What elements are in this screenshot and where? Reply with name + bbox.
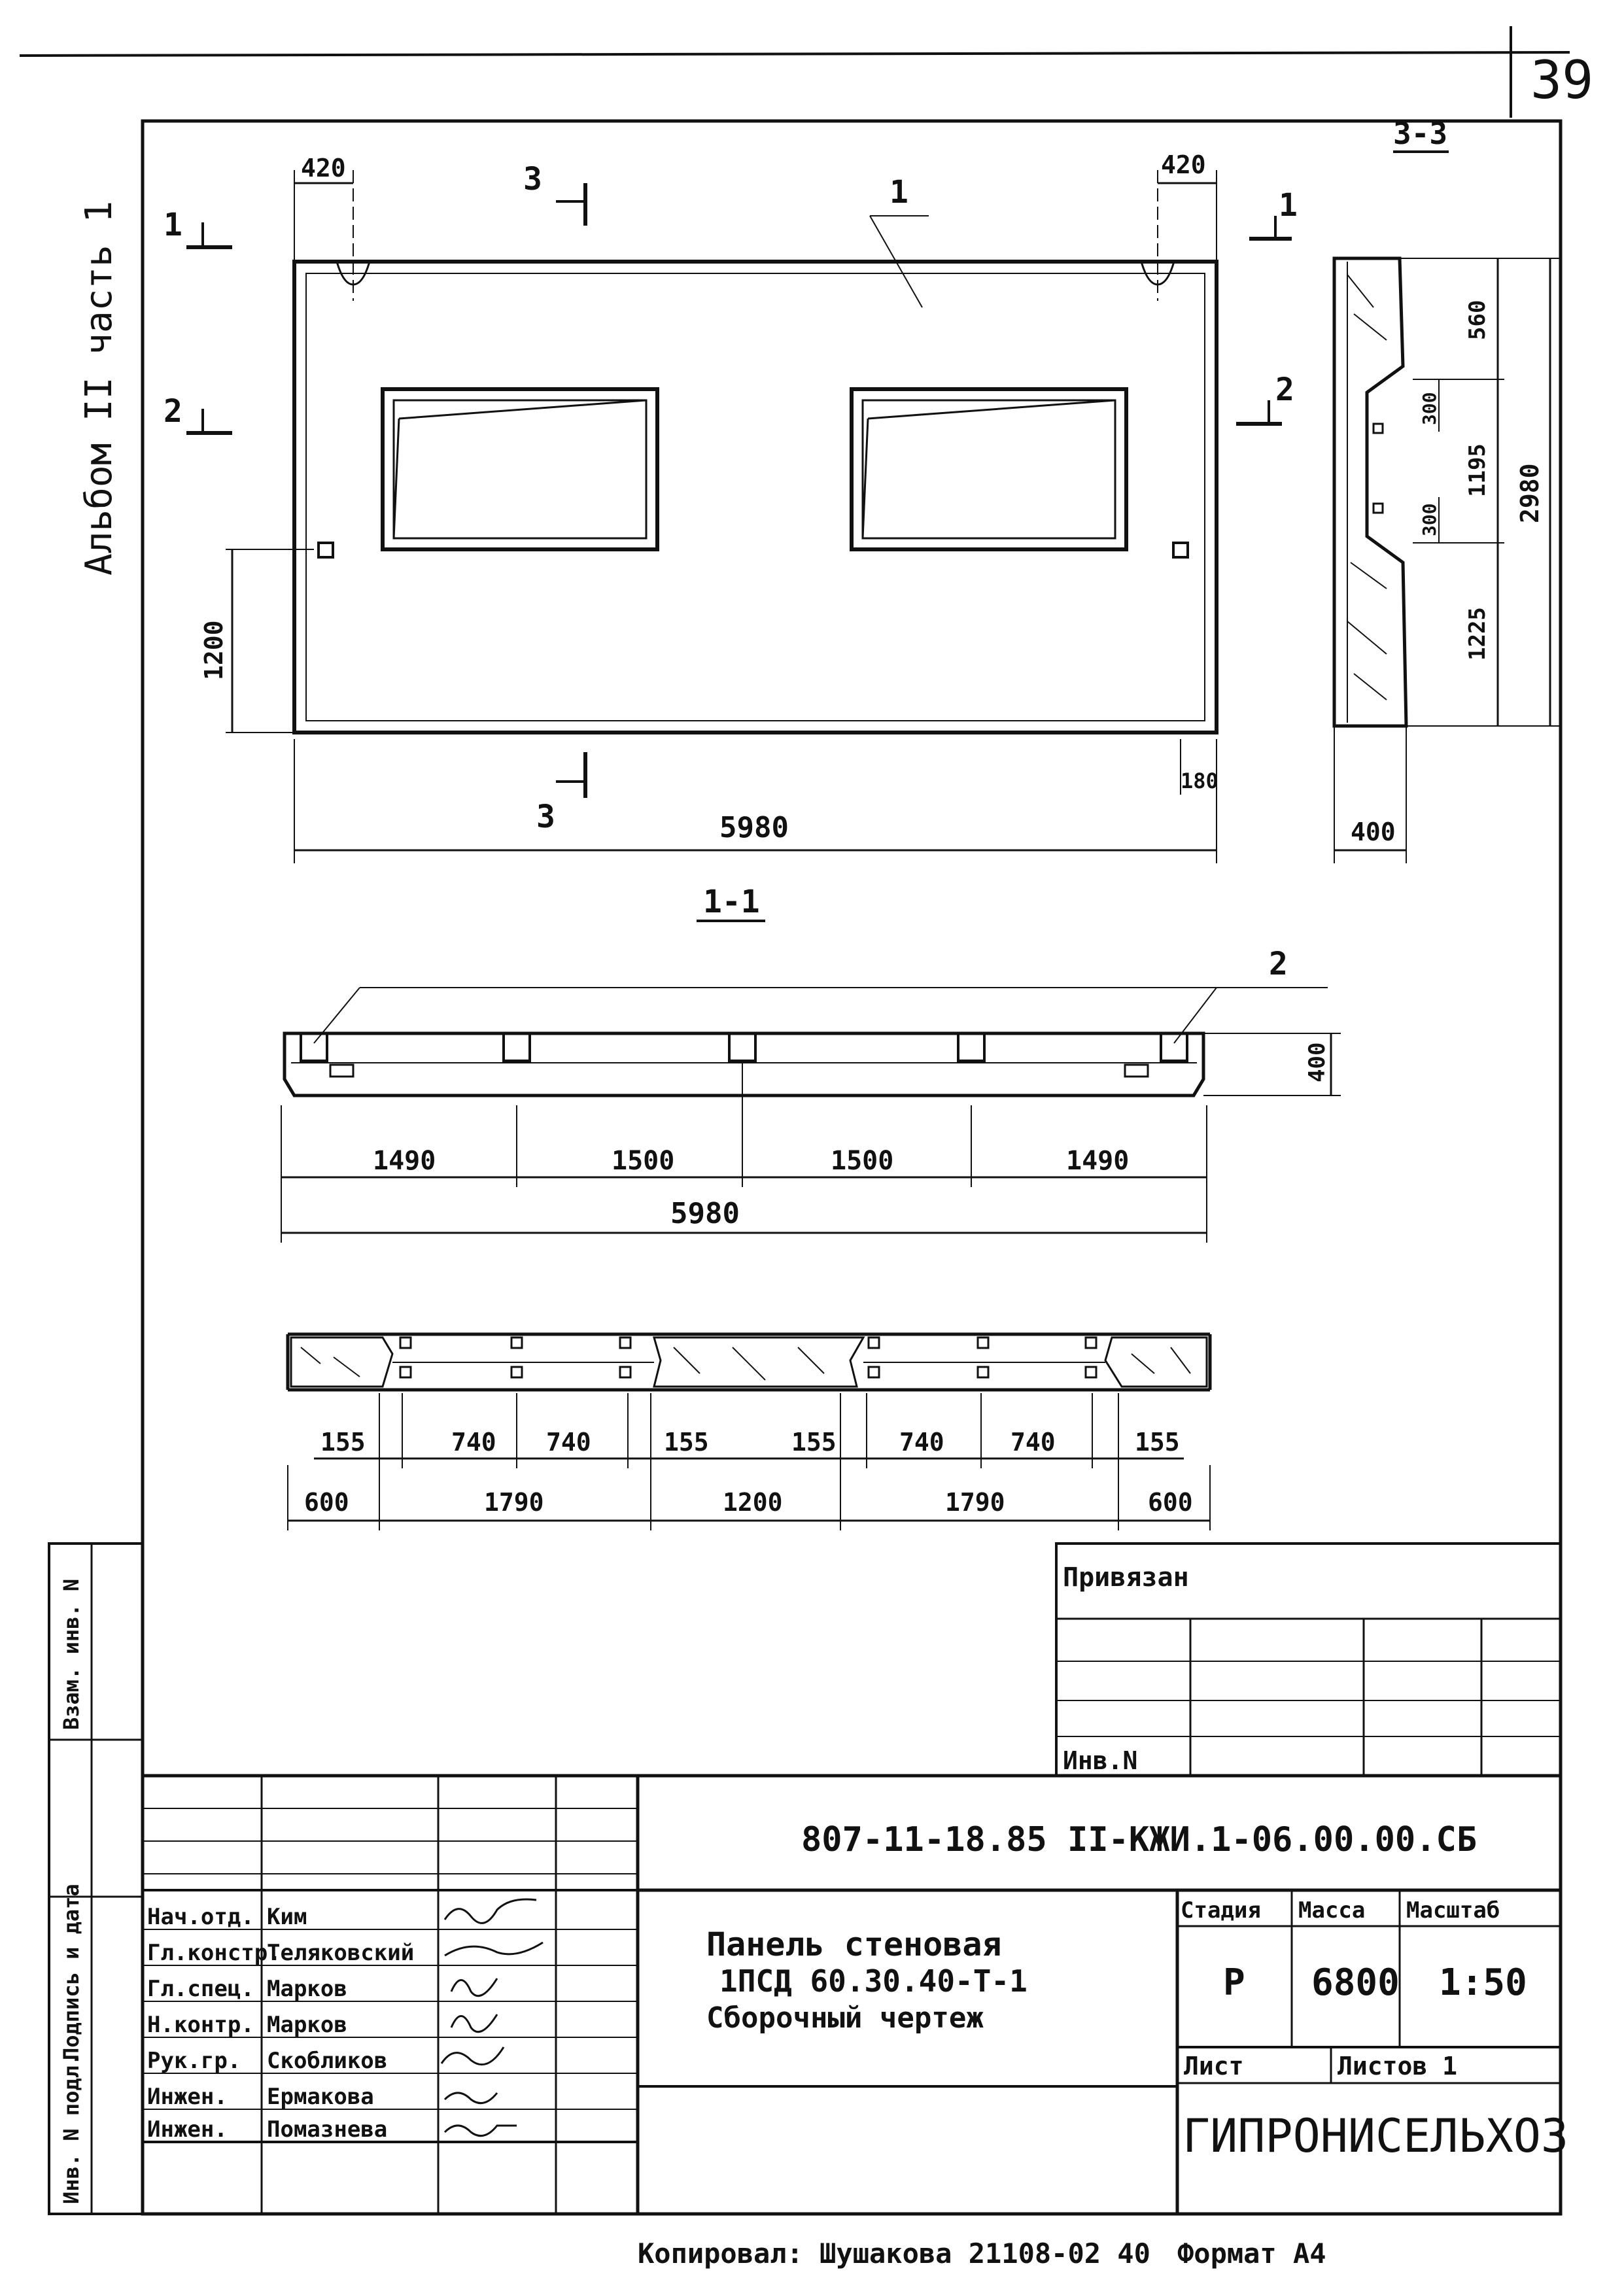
svg-text:1200: 1200 bbox=[723, 1488, 783, 1517]
svg-text:300: 300 bbox=[1419, 503, 1440, 536]
svg-text:1ПСД 60.30.40-Т-1: 1ПСД 60.30.40-Т-1 bbox=[719, 1963, 1028, 1999]
svg-text:1500: 1500 bbox=[831, 1146, 894, 1176]
svg-text:1: 1 bbox=[1279, 187, 1298, 224]
window-left bbox=[383, 389, 657, 549]
svg-text:155: 155 bbox=[791, 1428, 837, 1457]
svg-text:1: 1 bbox=[890, 174, 908, 211]
svg-text:3: 3 bbox=[523, 161, 542, 198]
svg-text:740: 740 bbox=[899, 1428, 944, 1457]
svg-text:Масса: Масса bbox=[1298, 1897, 1366, 1924]
svg-text:Ким: Ким bbox=[267, 1904, 307, 1930]
svg-text:Привязан: Привязан bbox=[1063, 1562, 1189, 1593]
svg-text:300: 300 bbox=[1419, 392, 1440, 425]
section-3-3 bbox=[1334, 116, 1560, 863]
svg-text:2: 2 bbox=[164, 393, 182, 430]
svg-text:1790: 1790 bbox=[484, 1488, 544, 1517]
svg-text:Марков: Марков bbox=[267, 2012, 347, 2038]
svg-text:Стадия: Стадия bbox=[1181, 1897, 1261, 1924]
svg-text:2: 2 bbox=[1269, 946, 1288, 982]
svg-text:Инжен.: Инжен. bbox=[147, 2084, 228, 2110]
document-code: 807-11-18.85 II-КЖИ.1-06.00.00.СБ bbox=[801, 1820, 1477, 1859]
svg-text:Панель стеновая: Панель стеновая bbox=[706, 1925, 1002, 1963]
svg-text:Ермакова: Ермакова bbox=[267, 2084, 374, 2110]
svg-text:Масштаб: Масштаб bbox=[1406, 1897, 1500, 1924]
svg-text:Инв.N: Инв.N bbox=[1063, 1746, 1138, 1775]
svg-text:420: 420 bbox=[1161, 150, 1206, 179]
svg-text:Рук.гр.: Рук.гр. bbox=[147, 2048, 241, 2074]
svg-text:Подпись и дата: Подпись и дата bbox=[59, 1884, 84, 2060]
svg-text:180: 180 bbox=[1181, 768, 1218, 793]
section-2-2 bbox=[288, 1334, 1210, 1530]
svg-text:740: 740 bbox=[546, 1428, 591, 1457]
svg-text:420: 420 bbox=[301, 154, 346, 182]
svg-text:Взам. инв. N: Взам. инв. N bbox=[59, 1578, 84, 1730]
svg-text:Листов 1: Листов 1 bbox=[1338, 2052, 1458, 2080]
section-3-3-title: 3-3 bbox=[1393, 116, 1448, 151]
window-right bbox=[852, 389, 1126, 549]
format-label: Формат А4 bbox=[1177, 2237, 1326, 2269]
svg-text:155: 155 bbox=[664, 1428, 709, 1457]
svg-text:740: 740 bbox=[1011, 1428, 1056, 1457]
svg-text:400: 400 bbox=[1304, 1042, 1330, 1082]
svg-text:Инжен.: Инжен. bbox=[147, 2116, 228, 2143]
svg-text:Нач.отд.: Нач.отд. bbox=[147, 1904, 254, 1930]
svg-text:1195: 1195 bbox=[1464, 443, 1491, 497]
svg-text:1490: 1490 bbox=[373, 1146, 436, 1176]
svg-text:1500: 1500 bbox=[612, 1146, 675, 1176]
title-block bbox=[143, 1776, 1568, 2214]
svg-text:1225: 1225 bbox=[1464, 607, 1491, 661]
svg-text:Гл.констр.: Гл.констр. bbox=[147, 1940, 281, 1966]
svg-text:400: 400 bbox=[1351, 818, 1396, 846]
svg-text:2: 2 bbox=[1275, 371, 1294, 408]
svg-text:155: 155 bbox=[320, 1428, 366, 1457]
svg-text:740: 740 bbox=[451, 1428, 496, 1457]
copied-by: Копировал: Шушакова 21108-02 40 bbox=[638, 2237, 1150, 2269]
organization: ГИПРОНИСЕЛЬХОЗ bbox=[1183, 2109, 1569, 2163]
svg-text:1:50: 1:50 bbox=[1439, 1961, 1527, 2004]
panel-elevation bbox=[164, 150, 1298, 863]
section-1-1 bbox=[281, 884, 1341, 1243]
svg-text:600: 600 bbox=[304, 1488, 349, 1517]
svg-text:Помазнева: Помазнева bbox=[267, 2116, 388, 2143]
svg-text:5980: 5980 bbox=[670, 1197, 740, 1230]
svg-text:Сборочный чертеж: Сборочный чертеж bbox=[706, 2001, 984, 2035]
svg-text:155: 155 bbox=[1135, 1428, 1180, 1457]
signature-marks bbox=[441, 1899, 543, 2136]
side-stamp bbox=[49, 1544, 143, 2214]
section-1-1-title: 1-1 bbox=[703, 884, 760, 920]
svg-text:5980: 5980 bbox=[719, 811, 789, 844]
svg-text:600: 600 bbox=[1148, 1488, 1193, 1517]
svg-text:Р: Р bbox=[1223, 1961, 1245, 2004]
svg-text:2980: 2980 bbox=[1515, 463, 1544, 523]
svg-text:Гл.спец.: Гл.спец. bbox=[147, 1976, 254, 2002]
svg-text:6800: 6800 bbox=[1311, 1961, 1400, 2004]
binding-block bbox=[1056, 1544, 1561, 1776]
album-label: Альбом II часть 1 bbox=[78, 200, 120, 576]
svg-text:1200: 1200 bbox=[199, 620, 228, 680]
svg-text:Скобликов: Скобликов bbox=[267, 2048, 388, 2074]
svg-text:1: 1 bbox=[164, 207, 182, 243]
svg-text:Инв. N подл.: Инв. N подл. bbox=[59, 2052, 84, 2204]
svg-text:Лист: Лист bbox=[1184, 2052, 1244, 2080]
svg-text:1490: 1490 bbox=[1066, 1146, 1130, 1176]
svg-text:Н.контр.: Н.контр. bbox=[147, 2012, 254, 2038]
svg-text:Теляковский: Теляковский bbox=[267, 1940, 415, 1966]
svg-text:Марков: Марков bbox=[267, 1976, 347, 2002]
svg-text:560: 560 bbox=[1464, 300, 1491, 340]
page-number: 39 bbox=[1530, 50, 1594, 111]
svg-text:1790: 1790 bbox=[945, 1488, 1005, 1517]
svg-text:3: 3 bbox=[536, 799, 555, 835]
